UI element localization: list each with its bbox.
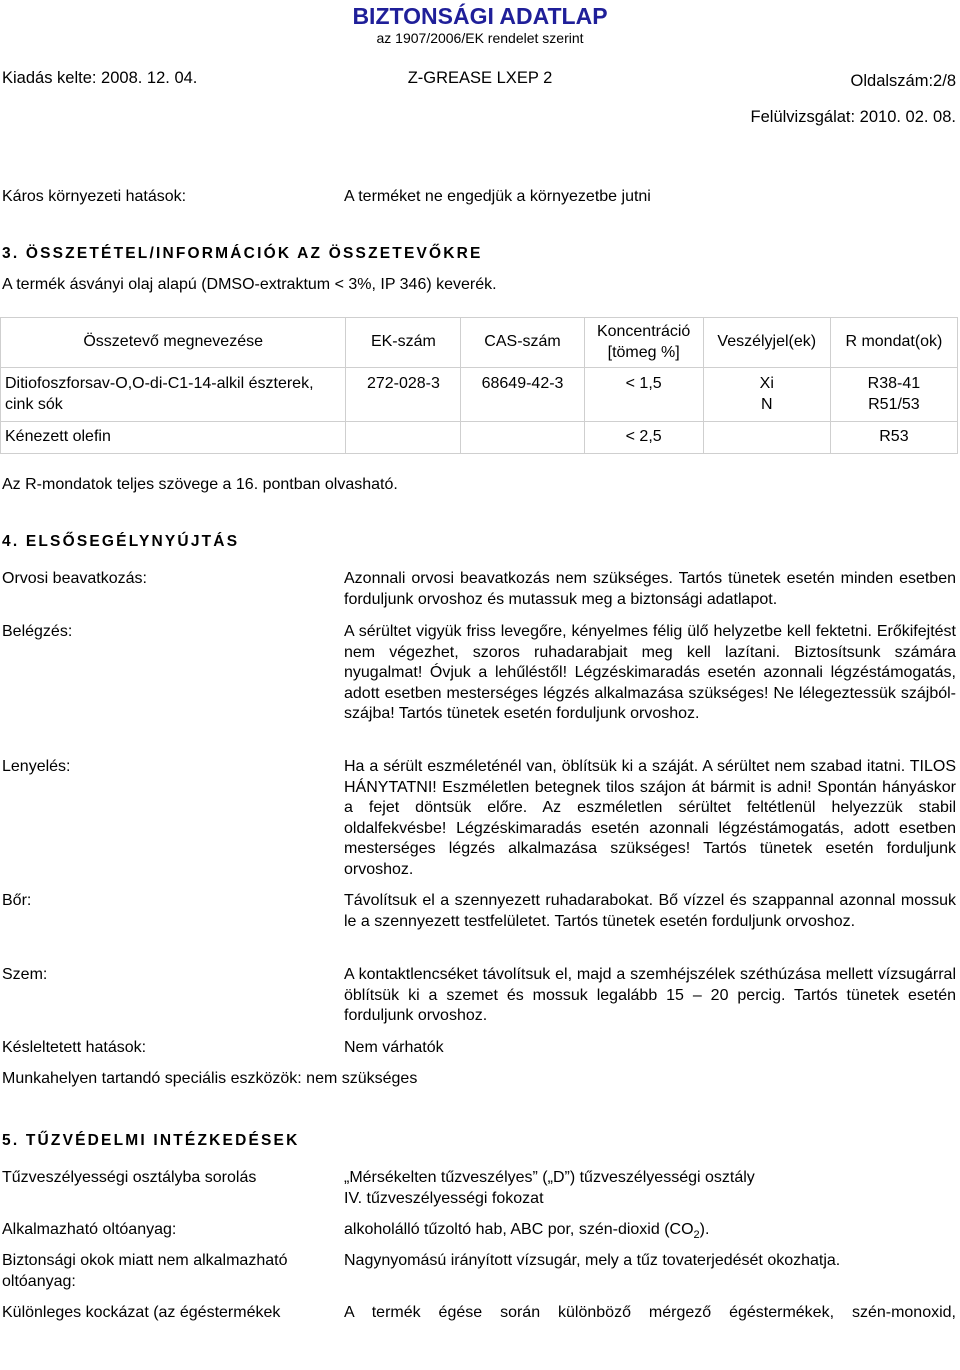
co2-subscript: 2 <box>693 1229 700 1242</box>
col-header: EK-szám <box>346 318 461 368</box>
unsuitable-media-label: Biztonsági okok miatt nem alkalmazható oltóanyag: <box>2 1252 288 1290</box>
document-subtitle: az 1907/2006/EK rendelet szerint <box>376 30 584 46</box>
issue-date: Kiadás kelte: 2008. 12. 04. <box>2 69 198 87</box>
cell-ek: 272-028-3 <box>346 368 461 422</box>
extinguishing-media-end: ). <box>699 1221 710 1238</box>
col-header <box>584 318 703 368</box>
section-5-heading: 5. TŰZVÉDELMI INTÉZKEDÉSEK <box>2 1132 300 1149</box>
fire-class-label: Tűzveszélyességi osztályba sorolás <box>2 1169 257 1186</box>
composition-table <box>0 317 958 454</box>
first-aid-label: Belégzés: <box>2 623 73 640</box>
first-aid-text: A kontaktlencséket távolítsuk el, majd a szemhéjszélek széthúzása mellett vízsugárral öblítsük ki a szemet és mossuk legalább 15 – 20 percig. Tartós tünetek esetén forduljunk orvoshoz. <box>344 966 956 1024</box>
fire-class-grade: IV. tűzveszélyességi fokozat <box>344 1190 544 1207</box>
table-row <box>1 368 958 422</box>
cell-r <box>830 368 957 422</box>
env-value: A terméket ne engedjük a környezetbe jutni <box>344 188 651 205</box>
special-hazard-value: A termék égése során különböző mérgező égéstermékek, szén-monoxid, <box>344 1304 956 1321</box>
section-3-heading: 3. ÖSSZETÉTEL/INFORMÁCIÓK AZ ÖSSZETEVŐKRE <box>2 245 483 262</box>
cell-conc: < 1,5 <box>584 368 703 422</box>
cell-r-text: R38-41 R51/53 <box>867 375 921 413</box>
first-aid-text: Azonnali orvosi beavatkozás nem szükséges. Tartós tünetek esetén minden esetben forduljunk orvoshoz és mutassuk meg a biztonsági adatlapot. <box>344 570 956 608</box>
first-aid-label: Orvosi beavatkozás: <box>2 570 147 587</box>
unsuitable-media-value: Nagynyomású irányított vízsugár, mely a tűz tovaterjedését okozhatja. <box>344 1252 841 1269</box>
first-aid-label: Késleltetett hatások: <box>2 1039 147 1056</box>
cell-ek <box>346 422 461 454</box>
first-aid-text: Ha a sérült eszméleténél van, öblítsük ki a száját. A sérültet nem szabad itatni. TILOS HÁNYTATNI! Eszméletlen betegnek tilos szájon át bármit is adni! Spontán hányáskor a fejet döntsük előre. Az eszméletlen sérültet feltétlenül helyezzük stabil oldalfekvésbe! Légzéskimaradás esetén azonnali légzéstámogatás, adott esetben mesterséges légzés alkalmazása szükséges! Tartós tünetek esetén forduljunk orvoshoz. <box>344 758 956 878</box>
cell-conc: < 2,5 <box>584 422 703 454</box>
product-name: Z-GREASE LXEP 2 <box>407 69 553 87</box>
page-number: Oldalszám:2/8 <box>850 72 956 90</box>
cell-symbols <box>703 368 830 422</box>
special-hazard-label: Különleges kockázat (az égéstermékek <box>2 1304 281 1321</box>
cell-name: Ditiofoszforsav-O,O-di-C1-14-alkil észterek, cink sók <box>1 368 346 422</box>
cell-cas <box>461 422 584 454</box>
document-title: BIZTONSÁGI ADATLAP <box>352 3 608 29</box>
revision-date: Felülvizsgálat: 2010. 02. 08. <box>750 108 956 126</box>
col-header-text: Koncentráció [tömeg %] <box>596 323 691 361</box>
fire-class-value: „Mérsékelten tűzveszélyes” („D”) tűzveszélyességi osztály <box>344 1169 755 1186</box>
first-aid-label: Szem: <box>2 966 48 983</box>
col-header: Veszélyjel(ek) <box>703 318 830 368</box>
cell-symbols <box>703 422 830 454</box>
extinguishing-media-text: alkoholálló tűzoltó hab, ABC por, szén-dioxid (CO <box>344 1221 694 1238</box>
table-header-row <box>1 318 958 368</box>
col-header: Összetevő megnevezése <box>1 318 346 368</box>
cell-symbols-text: Xi N <box>759 375 774 413</box>
extinguishing-media-label: Alkalmazható oltóanyag: <box>2 1221 177 1238</box>
extinguishing-media-value <box>344 1220 709 1241</box>
first-aid-label: Bőr: <box>2 892 32 909</box>
first-aid-label: Lenyelés: <box>2 758 71 775</box>
col-header: CAS-szám <box>461 318 584 368</box>
table-row <box>1 422 958 454</box>
section-4-heading: 4. ELSŐSEGÉLYNYÚJTÁS <box>2 533 240 550</box>
cell-r: R53 <box>830 422 957 454</box>
cell-name: Kénezett olefin <box>1 422 346 454</box>
first-aid-text: A sérültet vigyük friss levegőre, kényelmes félig ülő helyzetbe kell fektetni. Erőkifejtést nem végezhet, szoros ruhadarabjait meg kell lazítani. Biztosítsunk számára nyugalmat! Óvjuk a lehűléstől! Légzéskimaradás esetén azonnali légzéstámogatás, adott esetben mesterséges légzés alkalmazása szükséges! Ne lélegeztessük szájból-szájba! Tartós tünetek esetén forduljunk orvoshoz. <box>344 623 956 722</box>
col-header: R mondat(ok) <box>830 318 957 368</box>
env-label: Káros környezeti hatások: <box>2 188 187 205</box>
cell-cas: 68649-42-3 <box>461 368 584 422</box>
first-aid-text: Távolítsuk el a szennyezett ruhadarabokat. Bő vízzel és szappannal azonnal mossuk le a szennyezett testfelületet. Tartós tünetek esetén forduljunk orvoshoz. <box>344 892 956 930</box>
special-tools: Munkahelyen tartandó speciális eszközök: nem szükséges <box>2 1070 418 1087</box>
section-3-intro: A termék ásványi olaj alapú (DMSO-extraktum < 3%, IP 346) keverék. <box>2 276 497 293</box>
section-3-note: Az R-mondatok teljes szövege a 16. pontban olvasható. <box>2 476 398 493</box>
first-aid-text: Nem várhatók <box>344 1039 444 1056</box>
